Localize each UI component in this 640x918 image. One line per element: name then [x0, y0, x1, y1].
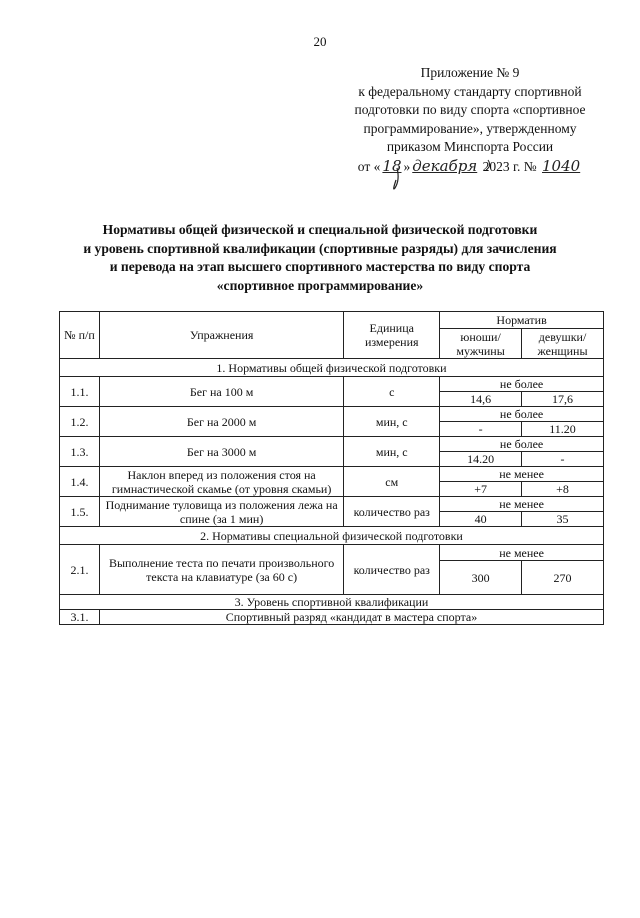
header-female: девушки/ женщины [522, 329, 604, 359]
header-norm: Норматив [440, 312, 604, 329]
date-mid: » [403, 158, 411, 174]
row-unit: мин, с [344, 407, 440, 437]
row-exercise: Выполнение теста по печати произвольного текста на клавиатуре (за 60 с) [99, 545, 343, 595]
row-num: 2.1. [60, 545, 100, 595]
row-male: 14,6 [440, 392, 522, 407]
row-num: 1.2. [60, 407, 100, 437]
date-day: 18 [382, 156, 402, 175]
row-female: - [522, 452, 604, 467]
appendix-line: к федеральному стандарту спортивной [358, 83, 582, 99]
date-month: декабря [412, 156, 478, 175]
row-male: 300 [440, 561, 522, 595]
header-male: юноши/ мужчины [440, 329, 522, 359]
title-line: Нормативы общей физической и специальной физической подготовки [102, 222, 538, 237]
page-number: 20 [313, 34, 327, 49]
row-limit: не более [440, 407, 604, 422]
row-num: 1.5. [60, 497, 100, 527]
header-unit: Единица измерения [344, 312, 440, 359]
date-prefix: от « [357, 158, 381, 174]
row-limit: не более [440, 377, 604, 392]
title-line: и перевода на этап высшего спортивного мастерства по виду спорта [109, 259, 531, 274]
row-female: +8 [522, 482, 604, 497]
appendix-line: программирование», утвержденному [363, 120, 577, 136]
row-exercise: Бег на 2000 м [99, 407, 343, 437]
row-male: 14.20 [440, 452, 522, 467]
row-unit: количество раз [344, 545, 440, 595]
appendix-line: приказом Минспорта России [386, 139, 554, 154]
section-title: 1. Нормативы общей физической подготовки [60, 359, 604, 377]
row-male: 40 [440, 512, 522, 527]
row-qualification: Спортивный разряд «кандидат в мастера спорта» [99, 610, 603, 625]
title-line: «спортивное программирование» [216, 277, 424, 293]
row-unit: см [344, 467, 440, 497]
row-unit: мин, с [344, 437, 440, 467]
header-exercise: Упражнения [99, 312, 343, 359]
appendix-line: Приложение № 9 [420, 65, 520, 80]
row-exercise: Поднимание туловища из положения лежа на спине (за 1 мин) [99, 497, 343, 527]
row-male: +7 [440, 482, 522, 497]
date-year: 2023 г. № [482, 158, 537, 174]
row-exercise: Бег на 100 м [99, 377, 343, 407]
order-number: 1040 [542, 156, 581, 175]
row-limit: не менее [440, 497, 604, 512]
row-unit: с [344, 377, 440, 407]
row-female: 270 [522, 561, 604, 595]
appendix-line: подготовки по виду спорта «спортивное [354, 102, 586, 117]
section-title: 2. Нормативы специальной физической подготовки [60, 527, 604, 545]
row-female: 11.20 [522, 422, 604, 437]
row-limit: не более [440, 437, 604, 452]
row-female: 17,6 [522, 392, 604, 407]
row-num: 1.3. [60, 437, 100, 467]
row-exercise: Бег на 3000 м [99, 437, 343, 467]
row-num: 1.1. [60, 377, 100, 407]
row-limit: не менее [440, 467, 604, 482]
row-male: - [440, 422, 522, 437]
row-unit: количество раз [344, 497, 440, 527]
header-num: № п/п [60, 312, 100, 359]
row-exercise: Наклон вперед из положения стоя на гимнастической скамье (от уровня скамьи) [99, 467, 343, 497]
row-num: 1.4. [60, 467, 100, 497]
section-title: 3. Уровень спортивной квалификации [60, 595, 604, 610]
row-num: 3.1. [60, 610, 100, 625]
row-limit: не менее [440, 545, 604, 561]
title-line: и уровень спортивной квалификации (спортивные разряды) для зачисления [83, 240, 557, 256]
row-female: 35 [522, 512, 604, 527]
